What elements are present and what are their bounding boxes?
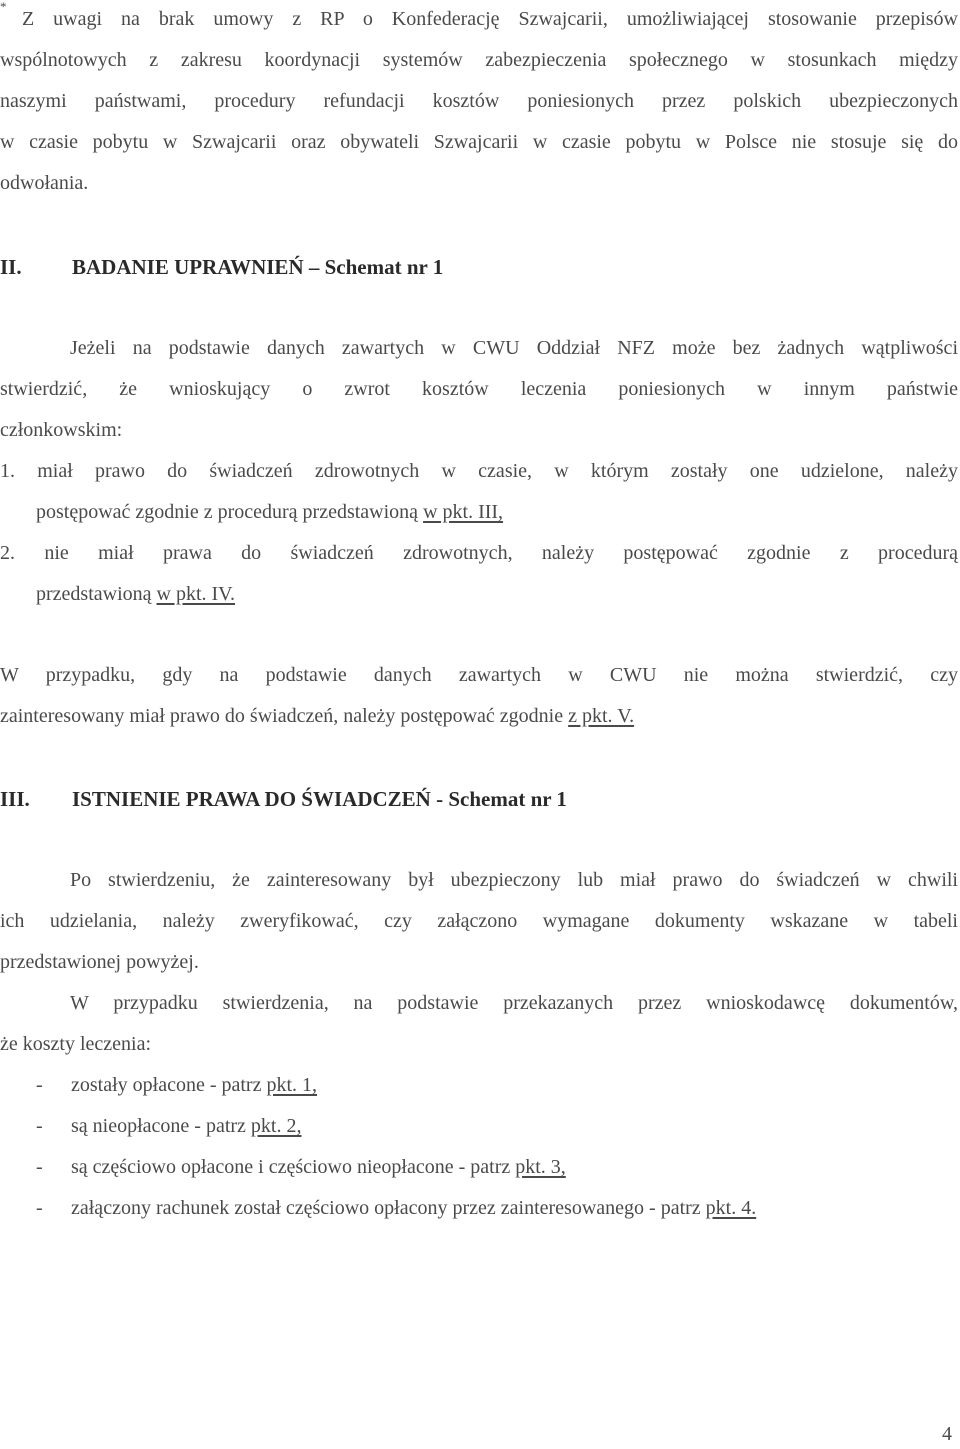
paragraph-line: przedstawionej powyżej. [0,951,199,973]
section-number: II. [0,255,22,279]
list-dash: - [36,1074,43,1096]
paragraph-line: Jeżeli na podstawie danych zawartych w CWU Oddział NFZ może bez żadnych wątpliwości [70,337,958,359]
list-item [71,1071,931,1099]
page-number: 4 [942,1423,952,1445]
list-item-text: są nieopłacone - patrz [71,1115,251,1137]
footnote-line: wspólnotowych z zakresu koordynacji systemów zabezpieczenia społecznego w stosunkach między [0,49,958,71]
list-item-text: są częściowo opłacone i częściowo nieopłacone - patrz [71,1156,516,1178]
paragraph-line: Po stwierdzeniu, że zainteresowany był ubezpieczony lub miał prawo do świadczeń w chwili [70,869,958,891]
list-dash: - [36,1115,43,1137]
list-item [71,1112,931,1140]
list-item-line: 1. miał prawo do świadczeń zdrowotnych w czasie, w którym zostały one udzielone, należy [0,460,958,482]
paragraph-line: stwierdzić, że wnioskujący o zwrot kosztów leczenia poniesionych w innym państwie [0,378,958,400]
paragraph-line: członkowskim: [0,419,123,441]
footnote-line: w czasie pobytu w Szwajcarii oraz obywateli Szwajcarii w czasie pobytu w Polsce nie stosuje się do [0,131,958,153]
reference-link[interactable]: pkt. 4. [705,1197,757,1219]
reference-link[interactable]: w pkt. III, [423,501,504,523]
paragraph-line: że koszty leczenia: [0,1033,152,1055]
reference-link[interactable]: pkt. 2, [250,1115,302,1137]
paragraph-line: W przypadku, gdy na podstawie danych zawartych w CWU nie można stwierdzić, czy [0,664,958,686]
footnote-line: Z uwagi na brak umowy z RP o Konfederację Szwajcarii, umożliwiającej stosowanie przepisów [22,8,958,30]
list-item-text: postępować zgodnie z procedurą przedstawioną [36,501,424,523]
list-item-text: załączony rachunek został częściowo opłacony przez zainteresowanego - patrz [71,1197,706,1219]
section-title: BADANIE UPRAWNIEŃ – Schemat nr 1 [72,255,444,279]
list-item-line: 2. nie miał prawa do świadczeń zdrowotnych, należy postępować zgodnie z procedurą [0,542,958,564]
section-title: ISTNIENIE PRAWA DO ŚWIADCZEŃ - Schemat nr 1 [72,787,567,811]
list-item-line [36,580,636,608]
footnote-line: naszymi państwami, procedury refundacji kosztów poniesionych przez polskich ubezpieczonych [0,90,958,112]
list-item-text: przedstawioną [36,583,157,605]
reference-link[interactable]: w pkt. IV. [156,583,236,605]
reference-link[interactable]: z pkt. V. [568,705,635,727]
reference-link[interactable]: pkt. 1, [266,1074,318,1096]
paragraph-line [0,702,900,730]
section-heading [0,252,700,282]
paragraph-line: W przypadku stwierdzenia, na podstawie przekazanych przez wnioskodawcę dokumentów, [70,992,958,1014]
footnote-line: odwołania. [0,172,89,194]
list-item-text: zostały opłacone - patrz [71,1074,267,1096]
list-item [71,1194,951,1222]
list-dash: - [36,1156,43,1178]
paragraph-line: ich udzielania, należy zweryfikować, czy załączono wymagane dokumenty wskazane w tabeli [0,910,958,932]
list-dash: - [36,1197,43,1219]
paragraph-text: zainteresowany miał prawo do świadczeń, należy postępować zgodnie [0,705,569,727]
list-item-line [36,498,836,526]
footnote-marker: * [0,0,7,14]
section-number: III. [0,787,30,811]
section-heading [0,784,800,814]
reference-link[interactable]: pkt. 3, [515,1156,566,1178]
list-item [71,1153,931,1181]
